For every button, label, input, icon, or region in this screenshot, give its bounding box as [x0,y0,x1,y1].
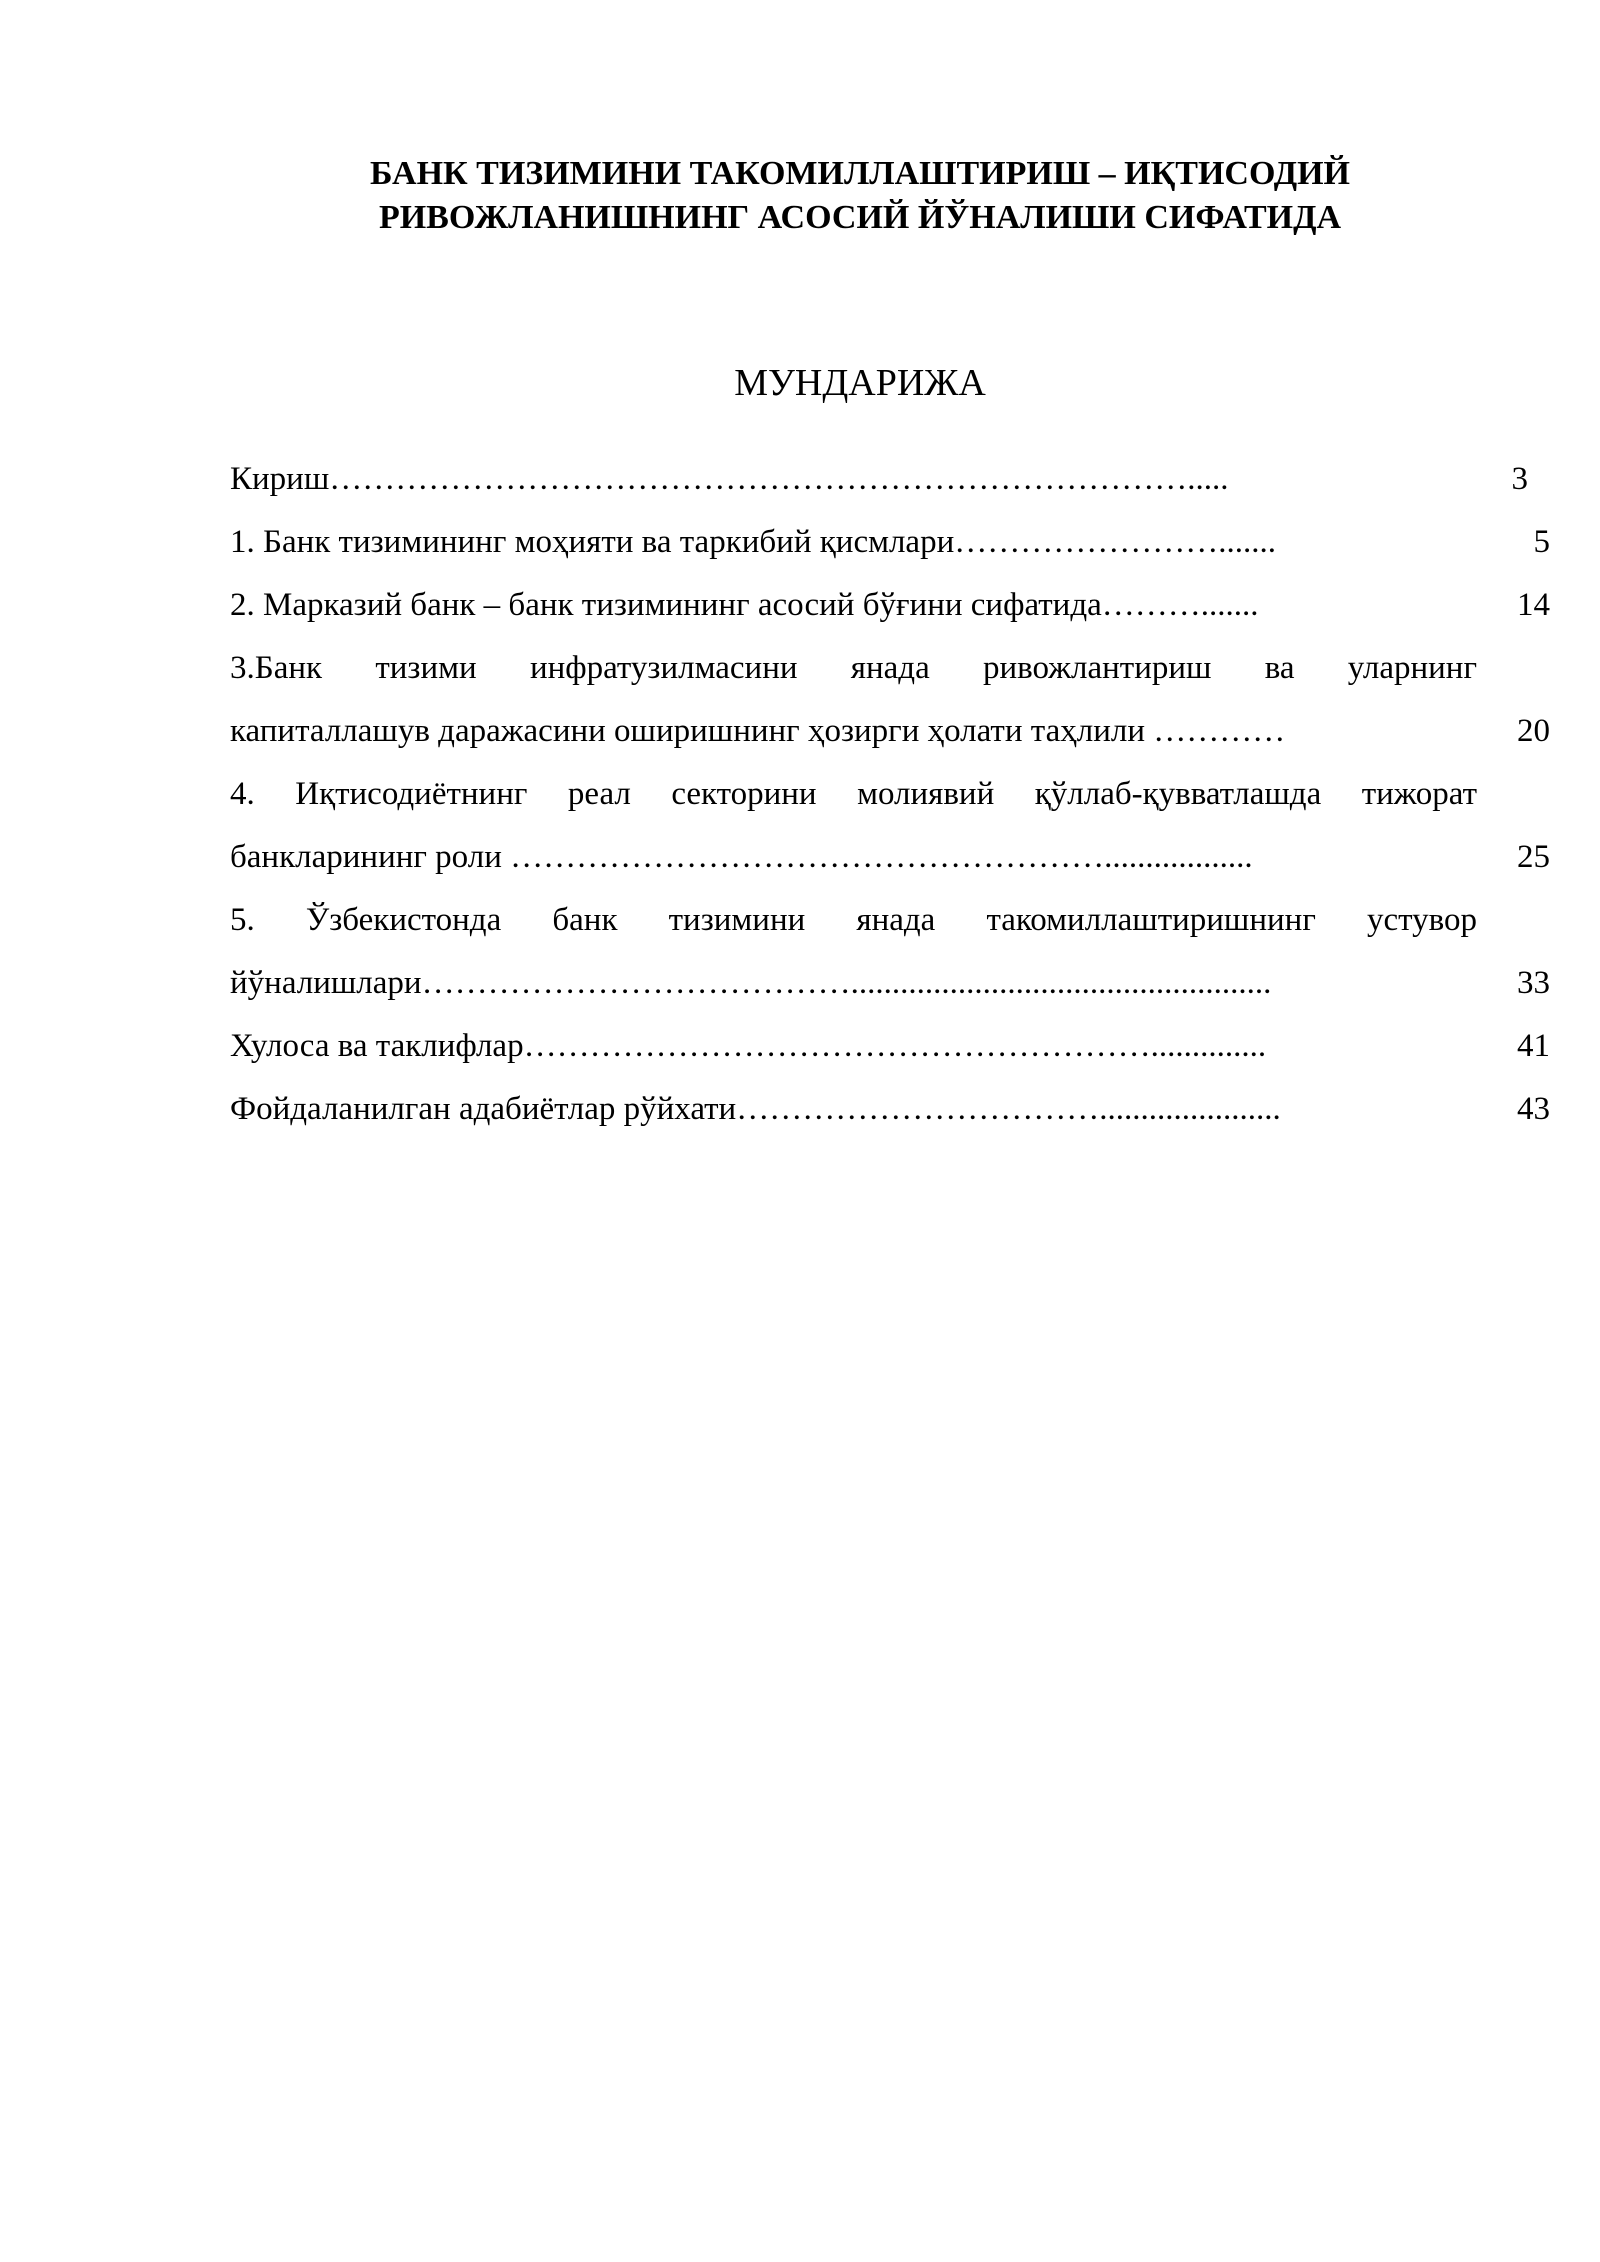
toc-entry-bibliography[interactable] [230,1078,1550,1141]
toc-entry-introduction[interactable] [230,448,1550,511]
toc-entry-chapter-4[interactable] [230,763,1550,889]
toc-page-number: 41 [1517,1028,1550,1064]
toc-entry-chapter-3[interactable] [230,637,1550,763]
toc-page-number: 25 [1517,839,1550,875]
table-of-contents [230,448,1550,1141]
toc-entry-text: 4. Иқтисодиётнинг реал секторини молиявий қўллаб-қувватлашда тижорат [230,776,1477,812]
toc-entry-text: Кириш……………………………………………………………………..... [230,461,1229,497]
toc-page-number: 20 [1517,713,1550,749]
document-title-line-1: БАНК ТИЗИМИНИ ТАКОМИЛЛАШТИРИШ – ИҚТИСОДИЙ [369,155,1350,192]
toc-entry-text: Хулоса ва таклифлар………………………………………………….............. [230,1028,1267,1064]
document-title [230,152,1490,240]
toc-page-number: 33 [1517,965,1550,1001]
toc-entry-text: 2. Марказий банк – банк тизимининг асосий бўғини сифатида………....... [230,587,1259,623]
toc-page-number: 14 [1517,587,1550,623]
toc-entry-text-continued: капиталлашув даражасини оширишнинг ҳозирги ҳолати таҳлили ………… [230,713,1286,749]
toc-entry-chapter-2[interactable] [230,574,1550,637]
toc-heading: МУНДАРИЖА [734,362,986,404]
toc-page-number: 5 [1533,524,1550,560]
toc-entry-text: 5. Ўзбекистонда банк тизимини янада такомиллаштиришнинг устувор [230,902,1477,938]
toc-entry-text: 3.Банк тизими инфратузилмасини янада ривожлантириш ва уларнинг [230,650,1477,686]
toc-entry-text: Фойдаланилган адабиётлар рўйхати……………………………...................... [230,1091,1281,1127]
toc-entry-conclusions[interactable] [230,1015,1550,1078]
toc-page-number: 43 [1517,1091,1550,1127]
toc-entry-chapter-1[interactable] [230,511,1550,574]
toc-entry-text: 1. Банк тизимининг моҳияти ва таркибий қисмлари……………………....... [230,524,1276,560]
toc-entry-text-continued: банкларининг роли ……………………………………………….................. [230,839,1253,875]
toc-entry-text-continued: йўналишлари…………………………………................................................... [230,965,1272,1001]
toc-page-number: 3 [1511,461,1528,497]
document-title-line-2: РИВОЖЛАНИШНИНГ АСОСИЙ ЙЎНАЛИШИ СИФАТИДА [378,199,1342,236]
toc-entry-chapter-5[interactable] [230,889,1550,1015]
